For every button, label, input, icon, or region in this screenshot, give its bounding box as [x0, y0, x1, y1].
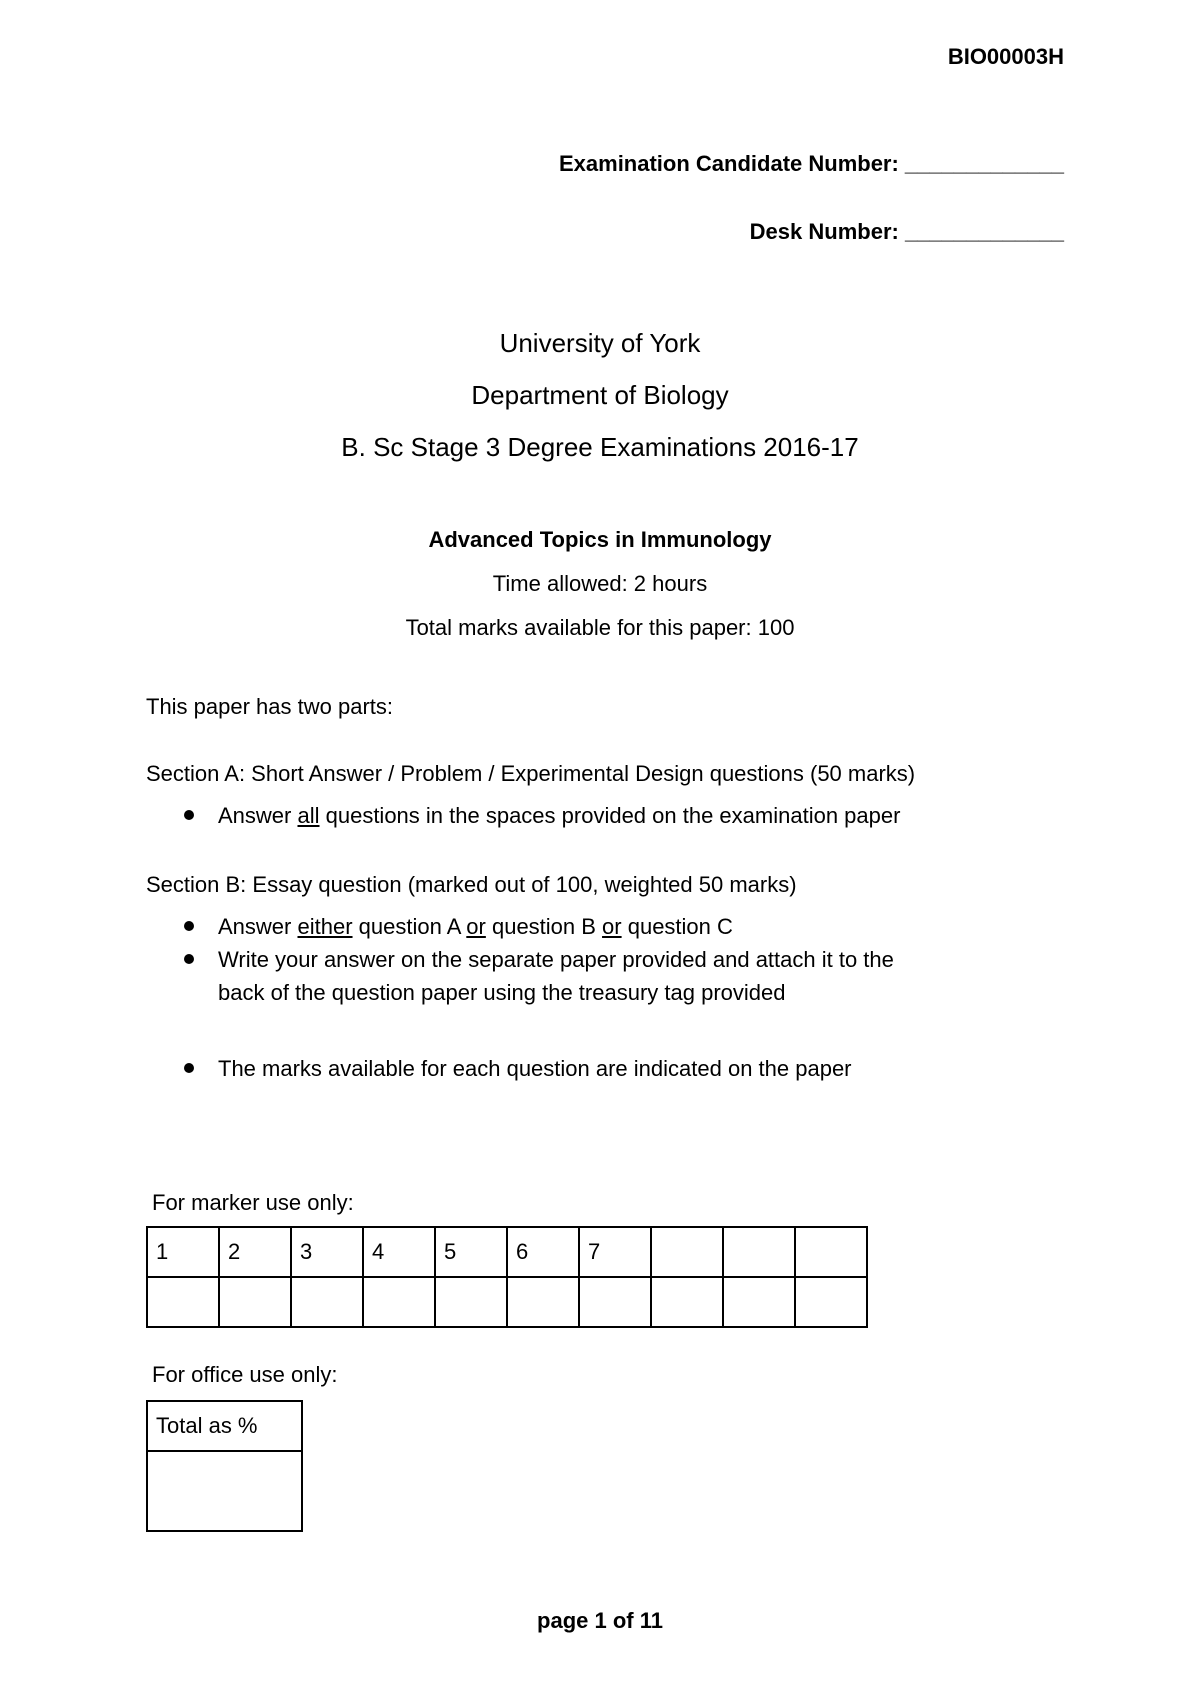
marker-cell-blank[interactable] — [579, 1277, 651, 1327]
bullet-icon — [184, 810, 194, 820]
course-title: Advanced Topics in Immunology — [428, 527, 772, 552]
exam-title: B. Sc Stage 3 Degree Examinations 2016-17 — [341, 432, 859, 462]
paper-code: BIO00003H — [947, 44, 1064, 69]
section-b-bullets — [180, 910, 894, 1009]
candidate-number-field: Examination Candidate Number: _____________ — [558, 151, 1064, 176]
section-b-heading: Section B: Essay question (marked out of 100, weighted 50 marks) — [146, 872, 797, 897]
marker-cell-blank[interactable] — [219, 1277, 291, 1327]
list-item: Write your answer on the separate paper provided and attach it to the back of the question paper using the treasury tag provided — [180, 943, 894, 1009]
department-name: Department of Biology — [471, 380, 729, 410]
marker-use-label: For marker use only: — [152, 1190, 354, 1215]
marker-cell-header: 3 — [291, 1227, 363, 1277]
marker-cell-header: 1 — [147, 1227, 219, 1277]
marker-cell-header: 4 — [363, 1227, 435, 1277]
intro-text: This paper has two parts: — [146, 694, 394, 719]
table-row — [147, 1227, 867, 1277]
marker-cell-blank[interactable] — [723, 1277, 795, 1327]
total-marks: Total marks available for this paper: 100 — [405, 615, 795, 640]
bullet-icon — [184, 921, 194, 931]
marker-table — [146, 1226, 868, 1328]
marker-cell-blank[interactable] — [363, 1277, 435, 1327]
marker-cell-blank[interactable] — [291, 1277, 363, 1327]
marker-cell-header: 5 — [435, 1227, 507, 1277]
section-a-heading: Section A: Short Answer / Problem / Experimental Design questions (50 marks) — [146, 761, 916, 786]
office-table — [146, 1400, 303, 1532]
list-item: The marks available for each question are indicated on the paper — [180, 1052, 852, 1085]
page-number: page 1 of 11 — [537, 1608, 663, 1633]
marker-cell-header: 7 — [579, 1227, 651, 1277]
office-use-label: For office use only: — [152, 1362, 338, 1387]
marker-cell-blank[interactable] — [507, 1277, 579, 1327]
marker-cell-header: 6 — [507, 1227, 579, 1277]
list-item: Answer all questions in the spaces provided on the examination paper — [180, 799, 900, 832]
marker-cell-header — [795, 1227, 867, 1277]
desk-number-field: Desk Number: _____________ — [749, 219, 1064, 244]
office-cell-header: Total as % — [147, 1401, 302, 1451]
marker-cell-blank[interactable] — [147, 1277, 219, 1327]
time-allowed: Time allowed: 2 hours — [492, 571, 708, 596]
table-row — [147, 1451, 302, 1531]
list-item: Answer either question A or question B or question C — [180, 910, 894, 943]
section-a-bullets — [180, 799, 900, 832]
office-cell-blank[interactable] — [147, 1451, 302, 1531]
bullet-icon — [184, 1063, 194, 1073]
marker-cell-header: 2 — [219, 1227, 291, 1277]
marker-cell-header — [723, 1227, 795, 1277]
bullet-icon — [184, 954, 194, 964]
general-bullets — [180, 1052, 852, 1085]
marker-cell-blank[interactable] — [651, 1277, 723, 1327]
university-name: University of York — [499, 328, 701, 358]
marker-cell-blank[interactable] — [435, 1277, 507, 1327]
table-row — [147, 1277, 867, 1327]
marker-cell-blank[interactable] — [795, 1277, 867, 1327]
marker-cell-header — [651, 1227, 723, 1277]
table-row — [147, 1401, 302, 1451]
